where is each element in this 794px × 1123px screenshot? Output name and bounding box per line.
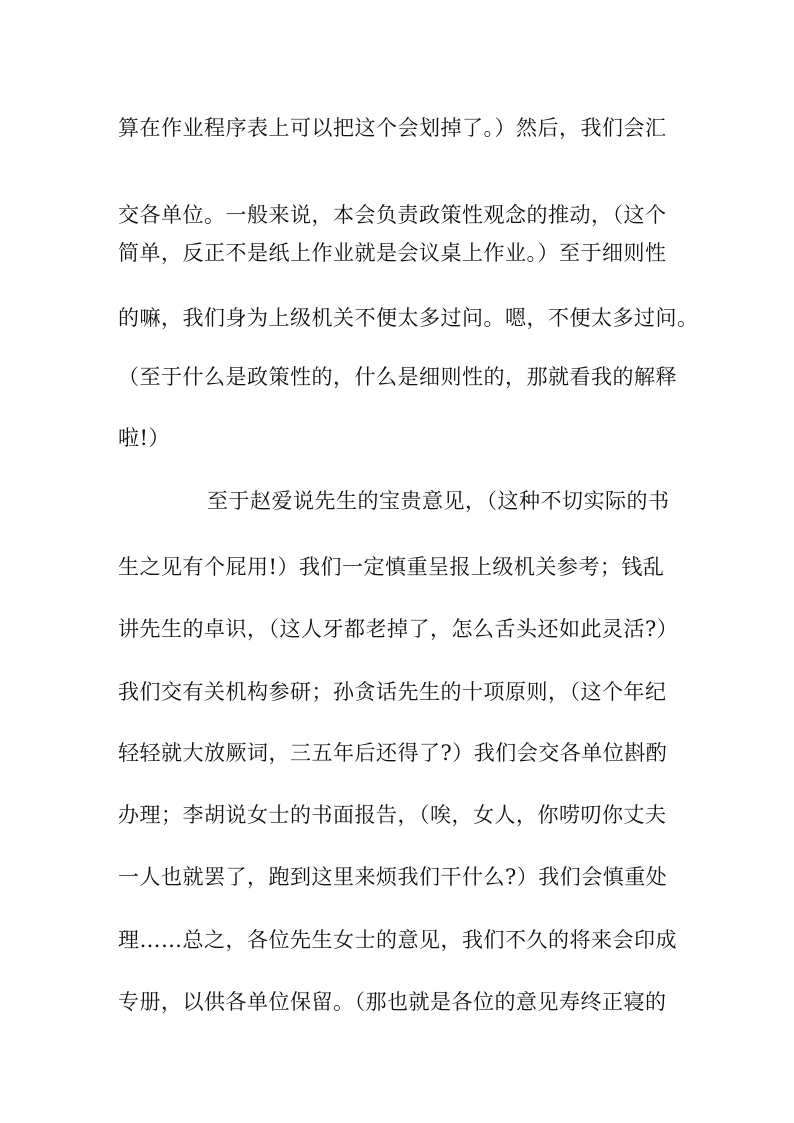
text-line: 至于赵爱说先生的宝贵意见，（这种不切实际的书	[207, 489, 670, 513]
text-line: 算在作业程序表上可以把这个会划掉了。）然后，我们会汇	[118, 116, 667, 140]
text-line: 讲先生的卓识，（这人牙都老掉了，怎么舌头还如此灵活?）	[118, 617, 679, 641]
text-line: 简单，反正不是纸上作业就是会议桌上作业。）至于细则性	[118, 241, 667, 265]
text-line: 我们交有关机构参研；孙贪话先生的十项原则，（这个年纪	[118, 680, 667, 704]
text-line: 专册，以供各单位保留。（那也就是各位的意见寿终正寝的	[118, 990, 667, 1014]
text-line: 交各单位。一般来说，本会负责政策性观念的推动，（这个	[118, 203, 667, 227]
text-line: 理……总之，各位先生女士的意见，我们不久的将来会印成	[118, 928, 677, 952]
text-line: 啦!）	[118, 426, 170, 450]
text-line: 生之见有个屁用!）我们一定慎重呈报上级机关参考；钱乱	[118, 555, 665, 579]
text-line: 一人也就罢了，跑到这里来烦我们干什么?）我们会慎重处	[118, 865, 668, 889]
text-line: 办理；李胡说女士的书面报告，（唉，女人，你唠叨你丈夫	[118, 803, 667, 827]
text-line: （至于什么是政策性的，什么是细则性的，那就看我的解释	[118, 365, 677, 389]
text-line: 轻轻就大放厥词，三五年后还得了?）我们会交各单位斟酌	[118, 741, 668, 765]
text-line: 的嘛，我们身为上级机关不便太多过问。嗯，不便太多过问。	[118, 306, 699, 330]
